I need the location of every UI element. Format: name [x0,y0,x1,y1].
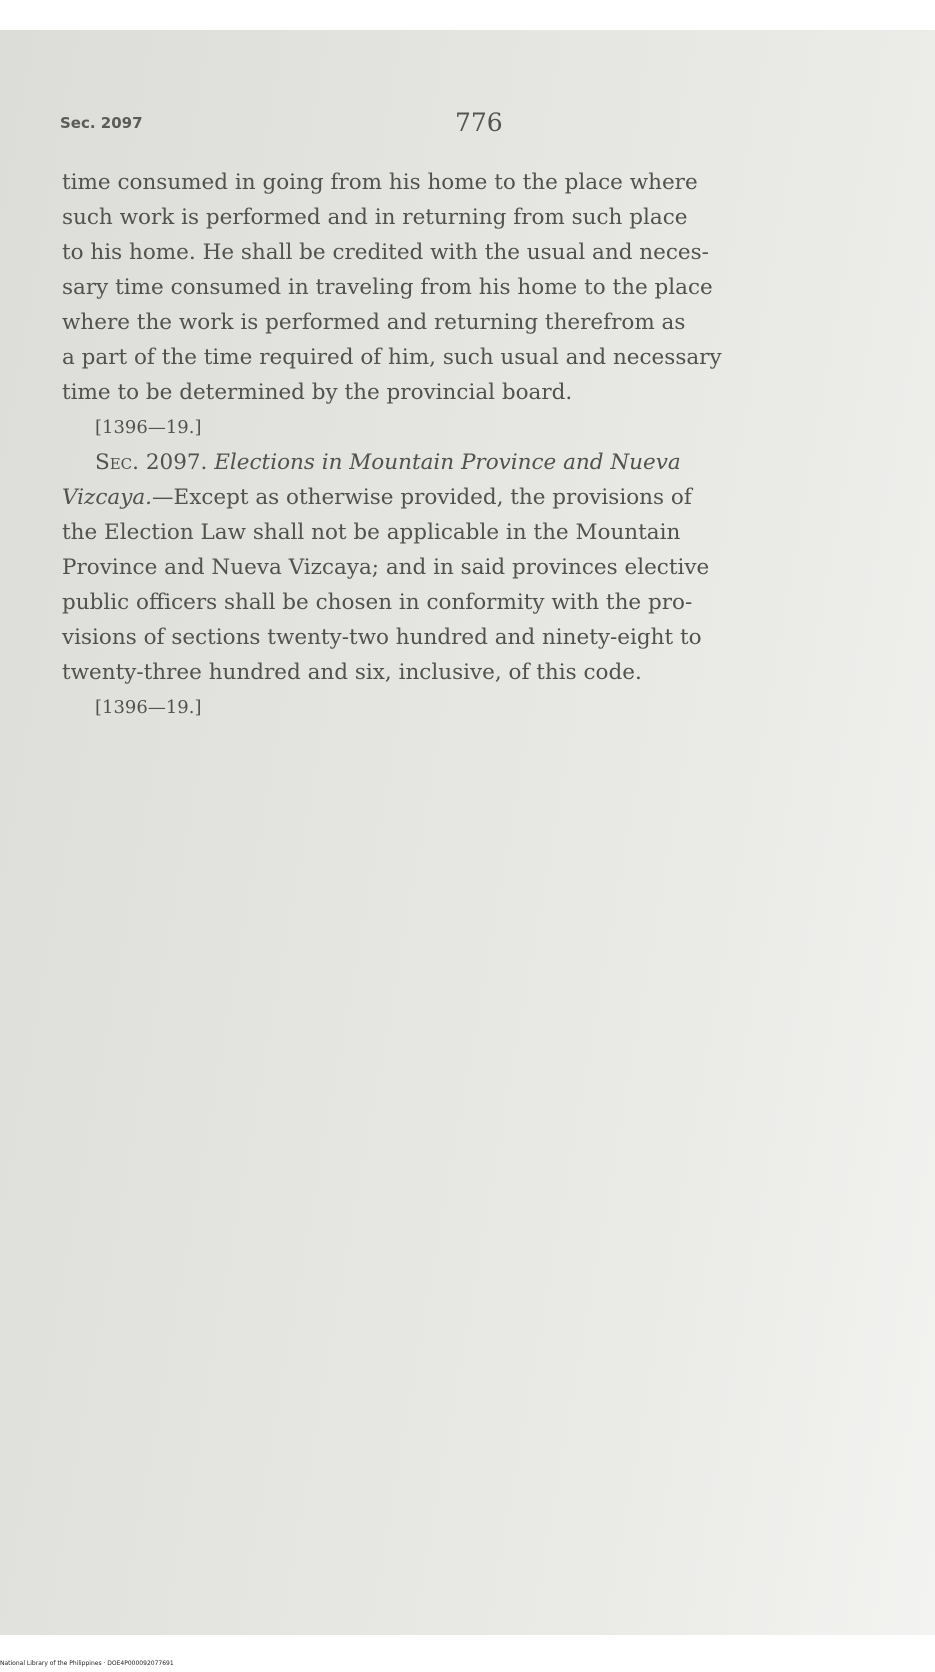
section-number: 2097. [139,450,215,475]
section-title: Elections in Mountain Province and Nueva [214,450,681,475]
text-line: such work is performed and in returning from such place [62,205,688,230]
text-line: public officers shall be chosen in conformity with the pro- [62,590,693,615]
scanned-page [0,30,935,1635]
text-line: time to be determined by the provincial board. [62,380,573,405]
section-label: Sec. 2097 [60,114,143,132]
text-line: sary time consumed in traveling from his home to the place [62,275,713,300]
text-line: visions of sections twenty-two hundred and ninety-eight to [62,625,702,650]
page-number: 776 [455,108,503,137]
text-line [62,480,892,515]
text-line: the Election Law shall not be applicable in the Mountain [62,520,681,545]
body-text [62,165,892,725]
section-title-continued: Vizcaya. [62,485,153,510]
text-line: a part of the time required of him, such usual and necessary [62,345,722,370]
section-heading-line [62,445,892,480]
text-line: time consumed in going from his home to the place where [62,170,698,195]
text-line: to his home. He shall be credited with the usual and neces- [62,240,709,265]
running-head [60,110,895,140]
citation: [1396—19.] [95,417,202,438]
text-line: where the work is performed and returning therefrom as [62,310,686,335]
section-text: —Except as otherwise provided, the provisions of [152,485,692,510]
section-prefix: Sec. [95,450,139,475]
text-line: Province and Nueva Vizcaya; and in said provinces elective [62,555,710,580]
citation: [1396—19.] [95,697,202,718]
source-footer: National Library of the Philippines · DOE4P000092077691 [0,1660,174,1667]
text-line: twenty-three hundred and six, inclusive, of this code. [62,660,642,685]
